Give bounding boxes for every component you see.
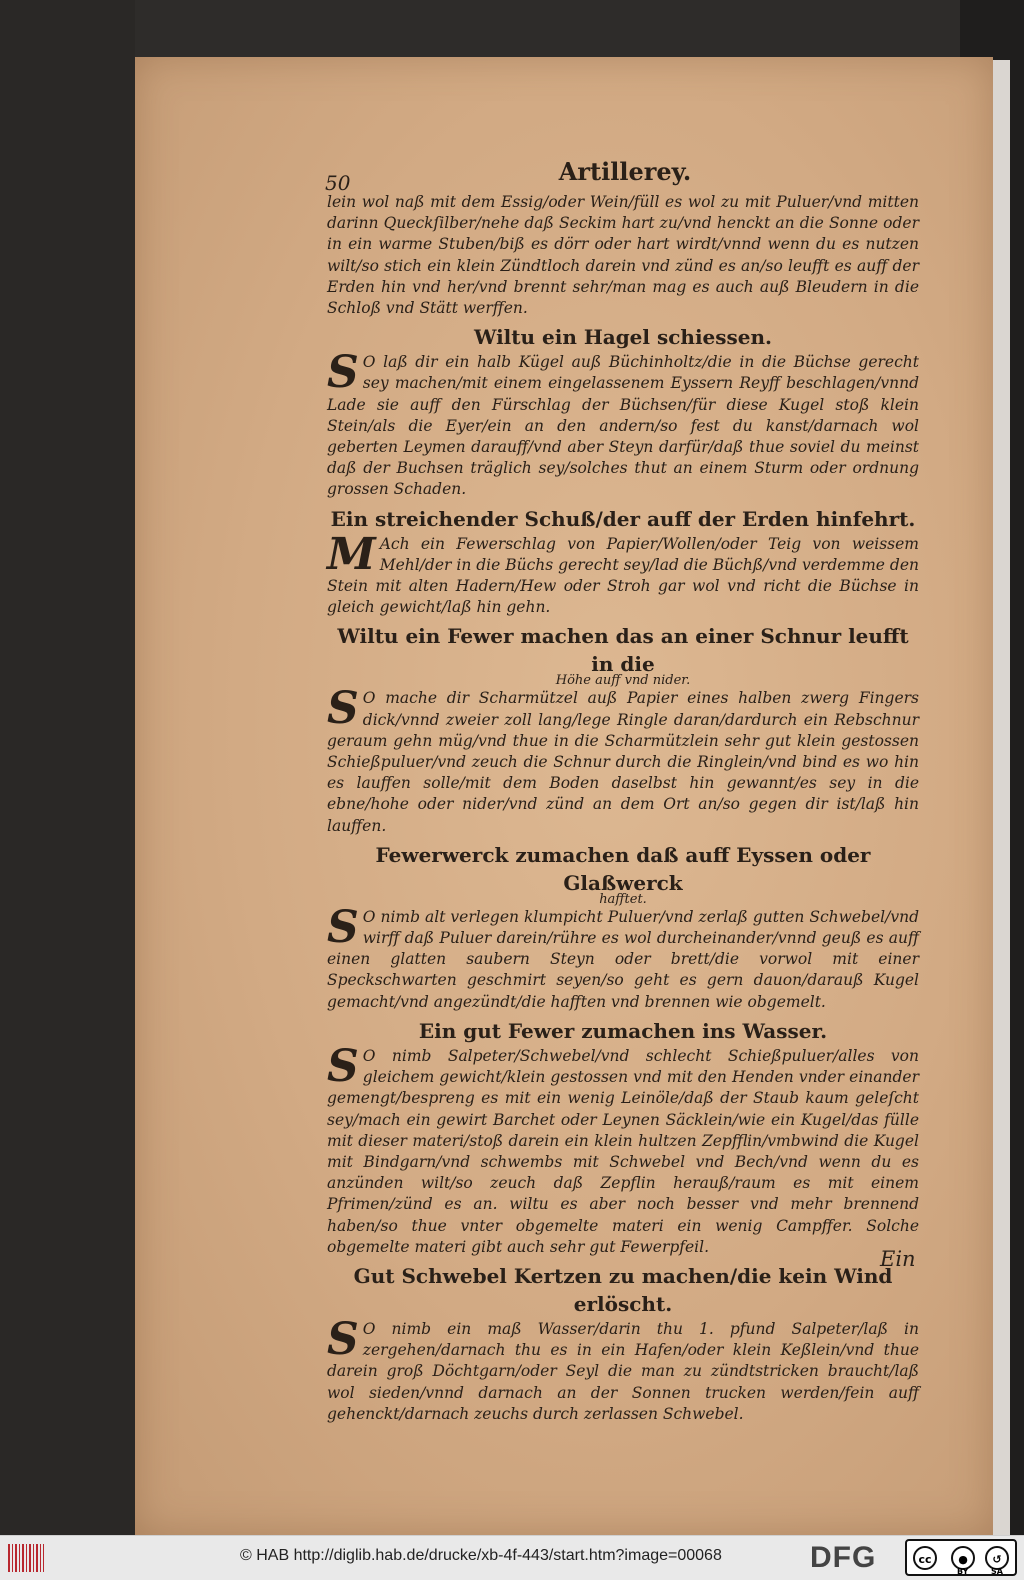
drop-cap: M <box>327 528 376 580</box>
section-text <box>327 528 919 619</box>
drop-cap: S <box>327 1313 359 1365</box>
section-heading: Ein streichender Schuß/der auff der Erden hinfehrt. <box>330 506 916 531</box>
section-text-body: O mache dir Scharmützel auß Papier eines halben zwerg Fingers dick/vnnd zweier zoll lang/lege Ringle daran/dardurch ein Rebschnur geraum gehn müg/vnd thue in die Scharmützlein sehr gut klein gestossen Schießpuluer/vnd zeuch die Schnur durch die Ringlein/vnd bind es wo hin es lauffen solle/mit dem Boden daselbst hin gewannt/es sey in die ebne/hohe oder nider/vnd zünd an dem Ort an/so gegen dir ist/laß hin lauffen. <box>327 689 919 835</box>
drop-cap: S <box>327 347 359 399</box>
page-number: 50 <box>325 171 351 195</box>
section-subheading: Höhe auff vnd nider. <box>555 673 691 689</box>
section-text-body: O laß dir ein halb Kügel auß Büchinholtz/die in die Büchse gerecht sey machen/mit einem eingelassenem Eyssern Reyff beschlagen/vnnd Lade sie auff den Fürschlag der Büchsen/für diese Kugel stoß klein Stein/als die Eyer/ein an den andern/so fest du kanst/darnach wol geberten Leymen darauff/vnd aber Steyn darfür/daß thue soviel du meinst daß der Buchsen träglich sey/solches thut an einem Sturm oder ordnung grossen Schaden. <box>327 353 919 499</box>
section-heading: Gut Schwebel Kertzen zu machen/die kein Wind erlöscht. <box>353 1263 893 1316</box>
license-label-sa: SA <box>991 1567 1003 1576</box>
page-header <box>325 157 925 197</box>
section-text-body: O nimb alt verlegen klumpicht Puluer/vnd zerlaß gutten Schwebel/vnd wirff daß Puluer darein/rühre es wol durcheinander/vnnd geuß es auff einen glatten saubern Steyn oder brett/die vorwol mit einer Speckschwarten geschmirt seyen/so geht es gern dauon/darauß Kugel gemacht/vnd angezündt/die hafften vnd brennen wie obgemelt. <box>327 907 919 1011</box>
section-heading: Ein gut Fewer zumachen ins Wasser. <box>418 1018 828 1043</box>
scan-edge-strip <box>990 60 1010 1535</box>
section-subheading: hafftet. <box>599 891 647 907</box>
page-body <box>327 192 919 1425</box>
section-heading: Wiltu ein Hagel schiessen. <box>473 325 773 350</box>
section-text <box>327 683 919 836</box>
section-text <box>327 347 919 500</box>
section-text-body: Ach ein Fewerschlag von Papier/Wollen/oder Teig von weissem Mehl/der in die Büchs gerecht sey/lad die Büchß/vnd verdemme den Stein mit alten Hadern/Hew oder Stroh gar wol vnd richt die Büchse in gleich gewicht/laß hin gehn. <box>327 534 919 617</box>
book-page <box>135 57 993 1535</box>
dfg-logo: DFG <box>810 1541 877 1574</box>
section-text <box>327 1040 919 1258</box>
section-text <box>327 1313 919 1425</box>
running-title: Artillerey. <box>558 157 692 186</box>
section-text <box>327 901 919 1013</box>
drop-cap: S <box>327 683 359 735</box>
license-label-by: BY <box>957 1567 969 1576</box>
barcode-logo-icon <box>8 1544 44 1572</box>
scan-background-left <box>0 0 135 1535</box>
section-heading: Fewerwerck zumachen daß auff Eyssen oder Glaßwerck <box>375 842 871 895</box>
catchword: Ein <box>880 1247 916 1271</box>
cc-icon: cc <box>913 1546 937 1570</box>
license-badge[interactable] <box>905 1539 1017 1576</box>
sa-icon: ↺ <box>985 1546 1009 1570</box>
drop-cap: S <box>327 1040 359 1092</box>
section-text: lein wol naß mit dem Essig/oder Wein/füll es wol zu mit Puluer/vnd mitten darinn Queckſilber/nehe daß Seckim hart zu/vnd henckt an die Sonne oder in ein warme Stuben/biß es dörr oder hart wirdt/vnnd wenn du es nutzen wilt/so stich ein klein Zündtloch darein vnd zünd es an/so leufft es auff der Erden hin vnd her/vnd brennt sehr/man mag es auch auß Bleudern in die Schloß vnd Stätt werffen. <box>327 193 919 318</box>
section-heading: Wiltu ein Fewer machen das an einer Schnur leufft in die <box>337 624 909 677</box>
drop-cap: S <box>327 901 359 953</box>
section-text-body: O nimb Salpeter/Schwebel/vnd schlecht Schießpuluer/alles von gleichem gewicht/klein gestossen vnd mit den Henden vnder einander gemengt/bespreng es mit ein wenig Leinöle/daß der Staub kaum geleſcht sey/mach ein gewirt Barchet oder Leynen Säcklein/wie ein Kugel/das fülle mit dieser materi/stoß darein ein klein hultzen Zepfflin/vmbwind die Kugel mit Bindgarn/vnd schwembs mit Schwebel vnd Bech/vnd wenn du es anzünden wilt/so zeuch daß Zepflin herauß/raum es mit einem Pfrimen/zünd es an. wiltu es aber noch besser vnd mehr brennend haben/so thue vnter obgemelte materi ein wenig Campffer. Solche obgemelte materi gibt auch sehr gut Fewerpfeil. <box>327 1046 919 1256</box>
viewer-footer <box>0 1535 1024 1580</box>
source-link[interactable]: © HAB http://diglib.hab.de/drucke/xb-4f-443/start.htm?image=00068 <box>240 1547 722 1564</box>
section-text-body: O nimb ein maß Wasser/darin thu 1. pfund Salpeter/laß in zergehen/darnach thu es in ein Hafen/oder klein Keßlein/vnd thue darein groß Döchtgarn/oder Seyl die man zu zündtstricken braucht/laß wol sieden/vnnd darnach an der Sonnen trucken werden/fein auff gehenckt/darnach zeuchs durch zerlassen Schwebel. <box>327 1319 919 1423</box>
by-icon: ● <box>951 1546 975 1570</box>
